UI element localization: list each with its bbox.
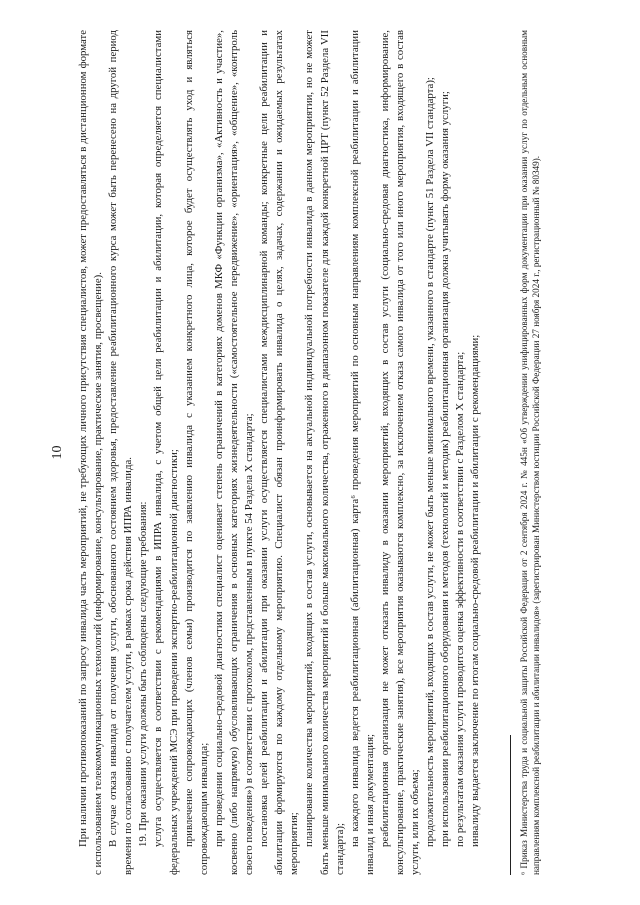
- paragraph: инвалиду выдается заключение по итогам социально-средовой реабилитации и абилитации с рекомендациями;: [469, 334, 482, 847]
- paragraph: постановка целей реабилитации и абилитации при оказании услуги осуществляется специалистами междисциплинарной команды; конкретные цели реабилитации и абилитации формируются по каждому отдельному мероприятию. Специалист обязан проинформировать инвалида о целях, задачах, содержании и ожидаемых результатах мероприятия;: [258, 30, 301, 875]
- page-number: 10: [50, 445, 65, 460]
- paragraph: услуга осуществляется в соответствии с рекомендациями в ИПРА инвалида, с учетом общей цели реабилитации и абилитации, которая определяется специалистами федеральных учреждений МСЭ при проведении экспертно-реабилитационной диагностики;: [152, 30, 180, 875]
- paragraph: планирование количества мероприятий, входящих в состав услуги, основывается на актуальной индивидуальной потребности инвалида в данном мероприятии, но не может быть меньше минимального количества мероприятий и больше максимального количества, отраженного в диапазонном показателе для каждой конкретной ЦРТ (пункт 52 Раздела VII стандарта);: [303, 30, 346, 875]
- paragraph: по результатам оказания услуги проводится оценка эффективности в соответствии с Разделом X стандарта;: [454, 351, 467, 847]
- paragraph: привлечение сопровождающих (членов семьи) производится по заявлению инвалида с указанием конкретного лица, которое будет осуществлять уход и являться сопровождающим инвалида;: [182, 30, 210, 875]
- paragraph: при использовании реабилитационного оборудования и методов (технологий и методик) реабилитационная организация должна учитывать форму оказания услуги;: [439, 91, 452, 847]
- document-body: [76, 30, 484, 875]
- paragraph-item-19: 19. При оказании услуги должны быть соблюдены следующие требования:: [137, 501, 150, 847]
- paragraph: При наличии противопоказаний по запросу инвалида часть мероприятий, не требующих личного присутствия специалистов, может предоставляться в дистанционном формате с использованием телекоммуникационных технологий (информирование, консультирование, практические занятия, просвещение).: [77, 30, 105, 875]
- paragraph: продолжительность мероприятий, входящих в состав услуги, не может быть меньше минимального времени, указанного в стандарте (пункт 51 Раздела VII стандарта);: [424, 77, 437, 847]
- rotated-content: [50, 30, 590, 875]
- footnote: ⁶ Приказ Министерства труда и социальной защиты Российской Федерации от 2 сентября 2024 г. № 445н «Об утверждении унифицированных форм документации при оказании услуг по отдельным основным направлениям комплексной реабилитации и абилитации инвалидов» (зарегистрирован Министерством юстиции Российской Федерации 27 ноября 2024 г., регистрационный № 80349).: [519, 30, 541, 875]
- paragraph: реабилитационная организация не может отказать инвалиду в оказании мероприятий, входящих в состав услуги (социально-средовая диагностика, информирование, консультирование, практические занятия), все мероприятия оказываются комплексно, за исключением отказа самого инвалида от того или иного мероприятия, входящего в состав услуги, или их объема;: [378, 30, 422, 875]
- paragraph: В случае отказа инвалида от получения услуги, обоснованного состоянием здоровья, предоставление реабилитационного курса может быть перенесено на другой период времени по согласованию с получателем услуги, в рамках срока действия ИПРА инвалида.: [107, 30, 135, 875]
- paragraph: при проведении социально-средовой диагностики специалист оценивает степень ограничений в категориях доменов МКФ «Функции организма», «Активность и участие», косвенно (либо напрямую) обусловливающих ограничения в основных категориях жизнедеятельности («самостоятельное передвижение», «ориентация», «общение», «контроль своего поведения») в соответствии с протоколом, представленным в пункте 54 Раздела X стандарта;: [212, 30, 256, 875]
- footnote-separator: [510, 735, 511, 875]
- paragraph: на каждого инвалида ведется реабилитационная (абилитационная) карта⁶ проведения мероприятий по основным направлениям комплексной реабилитации и абилитации инвалид и иная документация;: [348, 30, 376, 875]
